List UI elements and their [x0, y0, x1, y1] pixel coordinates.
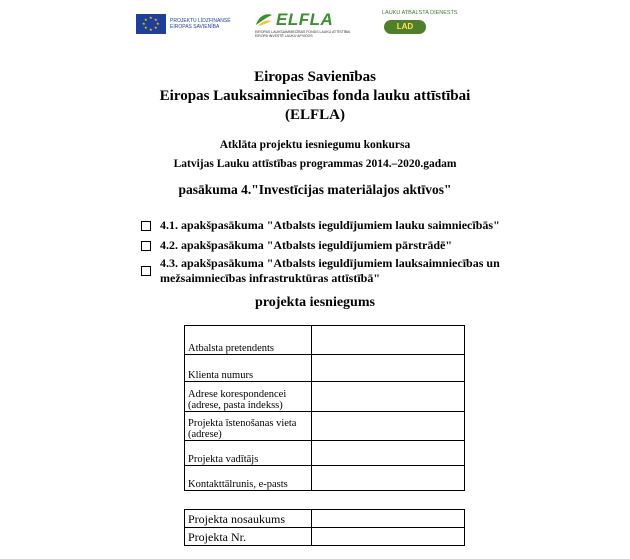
table-row	[185, 528, 465, 546]
option-4-1	[141, 218, 500, 233]
client-number-field[interactable]	[312, 355, 465, 382]
lad-badge: LAD	[384, 20, 426, 34]
header-line-4: Atklāta projektu iesniegumu konkursa	[219, 139, 411, 151]
row-label-client-number: Klienta numurs	[185, 355, 312, 382]
option-4-1-checkbox[interactable]	[141, 221, 151, 231]
elfla-subtitle-1: EIROPAS LAUKSAIMNIECĪBAS FONDS LAUKU ATTĪSTĪBAI	[255, 30, 351, 34]
project-number-field[interactable]	[312, 528, 465, 546]
row-label-project-number: Projekta Nr.	[185, 528, 312, 546]
header-line-3: (ELFLA)	[285, 107, 345, 123]
option-4-1-label: 4.1. apakšpasākuma "Atbalsts ieguldījumiem lauku saimniecībās"	[160, 218, 500, 232]
eu-flag-icon: ★ ★ ★ ★ ★ ★ ★ ★	[136, 14, 166, 34]
row-label-manager: Projekta vadītājs	[185, 441, 312, 466]
table-row	[185, 510, 465, 528]
lad-logo-text: LAUKU ATBALSTA DIENESTS	[382, 10, 458, 16]
row-label-applicant: Atbalsta pretendents	[185, 326, 312, 355]
table-row	[185, 326, 465, 355]
form-title: projekta iesniegums	[255, 295, 375, 310]
elfla-wordmark: ELFLA	[276, 10, 334, 29]
elfla-logo	[255, 10, 367, 38]
manager-field[interactable]	[312, 441, 465, 466]
row-label-location: Projekta īstenošanas vieta (adrese)	[185, 412, 312, 441]
row-label-address: Adrese korespondencei (adrese, pasta indekss)	[185, 382, 312, 412]
option-4-3	[141, 256, 505, 286]
project-table	[184, 509, 465, 546]
eu-logo	[136, 14, 240, 34]
table-row	[185, 382, 465, 412]
option-4-3-checkbox[interactable]	[141, 266, 151, 276]
applicant-table	[184, 325, 465, 491]
table-row	[185, 441, 465, 466]
contact-field[interactable]	[312, 466, 465, 491]
table-row	[185, 412, 465, 441]
option-4-2-label: 4.2. apakšpasākuma "Atbalsts ieguldījumiem pārstrādē"	[160, 238, 453, 252]
table-row	[185, 355, 465, 382]
elfla-leaf-icon	[255, 13, 273, 27]
header-line-1: Eiropas Savienības	[254, 69, 376, 85]
applicant-field[interactable]	[312, 326, 465, 355]
option-4-2	[141, 238, 452, 253]
address-field[interactable]	[312, 382, 465, 412]
location-field[interactable]	[312, 412, 465, 441]
logos-bar	[0, 10, 630, 46]
eu-logo-text: PROJEKTU LĪDZFINANSĒ EIROPAS SAVIENĪBA	[170, 18, 231, 30]
header-line-6: pasākuma 4."Investīcijas materiālajos aktīvos"	[178, 182, 452, 197]
option-4-2-checkbox[interactable]	[141, 241, 151, 251]
header-line-2: Eiropas Lauksaimniecības fonda lauku attīstībai	[159, 88, 471, 104]
option-4-3-label: 4.3. apakšpasākuma "Atbalsts ieguldījumiem lauksaimniecības un mežsaimniecības infrastruktūras attīstībā"	[160, 256, 500, 285]
lad-logo	[382, 10, 492, 34]
project-name-field[interactable]	[312, 510, 465, 528]
table-row	[185, 466, 465, 491]
elfla-subtitle-2: EIROPA INVESTĒ LAUKU APVIDOS	[255, 34, 313, 38]
row-label-contact: Kontakttālrunis, e-pasts	[185, 466, 312, 491]
row-label-project-name: Projekta nosaukums	[185, 510, 312, 528]
header-line-5: Latvijas Lauku attīstības programmas 2014.–2020.gadam	[173, 158, 457, 170]
